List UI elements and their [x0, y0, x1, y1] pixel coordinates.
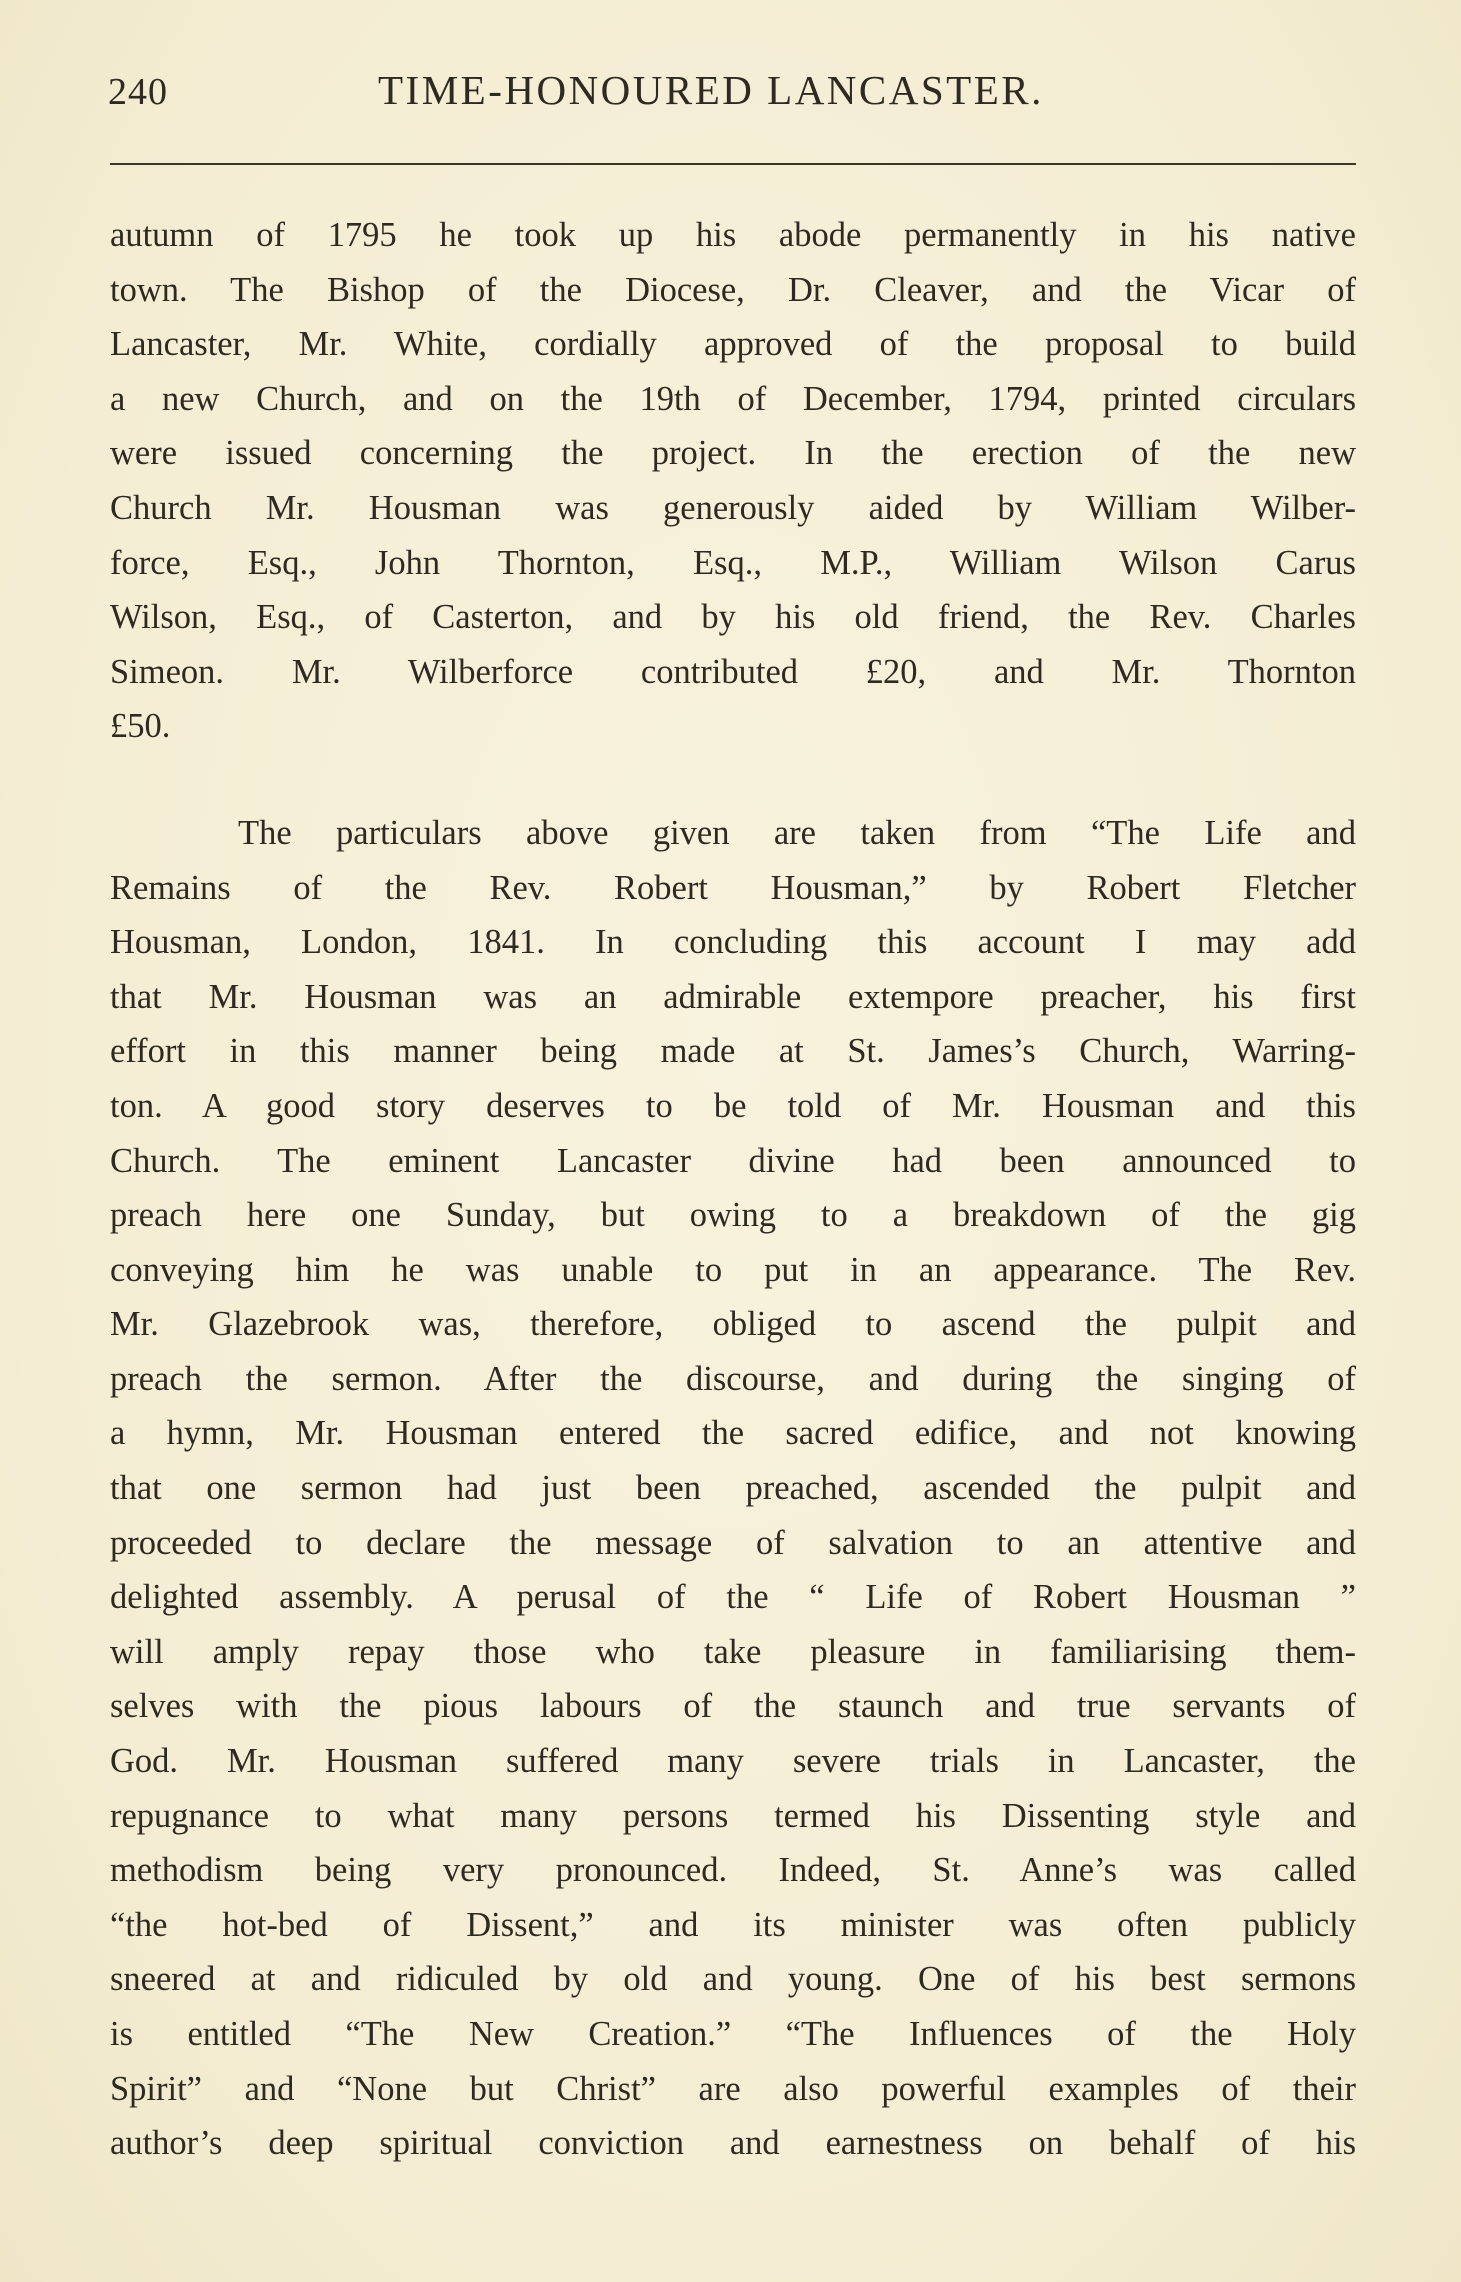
text-line: Wilson, Esq., of Casterton, and by his old friend, the Rev. Charles [110, 598, 1356, 637]
text-line: Lancaster, Mr. White, cordially approved of the proposal to build [110, 325, 1356, 364]
text-line: repugnance to what many persons termed his Dissenting style and [110, 1796, 1356, 1835]
text-line: a new Church, and on the 19th of December, 1794, printed circulars [110, 379, 1356, 418]
text-line: a hymn, Mr. Housman entered the sacred edifice, and not knowing [110, 1414, 1356, 1453]
text-line: Spirit” and “None but Christ” are also powerful examples of their [110, 2069, 1356, 2108]
text-line: that Mr. Housman was an admirable extempore preacher, his first [110, 977, 1356, 1016]
text-line: methodism being very pronounced. Indeed, St. Anne’s was called [110, 1851, 1356, 1890]
text-line: Simeon. Mr. Wilberforce contributed £20, and Mr. Thornton [110, 652, 1356, 691]
text-line: is entitled “The New Creation.” “The Influences of the Holy [110, 2015, 1356, 2053]
page-number: 240 [108, 71, 168, 113]
text-line: force, Esq., John Thornton, Esq., M.P., William Wilson Carus [110, 543, 1356, 582]
text-line: Church. The eminent Lancaster divine had been announced to [110, 1141, 1356, 1180]
running-title: TIME-HONOURED LANCASTER. [378, 67, 1044, 113]
text-line: that one sermon had just been preached, ascended the pulpit and [110, 1469, 1356, 1508]
text-line: £50. [110, 707, 171, 746]
text-line: Mr. Glazebrook was, therefore, obliged to ascend the pulpit and [110, 1305, 1356, 1344]
header-rule [110, 163, 1356, 165]
text-line: proceeded to declare the message of salvation to an attentive and [110, 1523, 1356, 1562]
text-line: preach here one Sunday, but owing to a breakdown of the gig [110, 1196, 1356, 1235]
text-line: were issued concerning the project. In the erection of the new [110, 434, 1356, 473]
text-line: will amply repay those who take pleasure in familiarising them- [110, 1632, 1356, 1671]
text-line: Remains of the Rev. Robert Housman,” by Robert Fletcher [110, 868, 1356, 907]
text-line: effort in this manner being made at St. James’s Church, Warring- [110, 1032, 1356, 1071]
paragraph-1 [110, 208, 1356, 754]
text-line: “the hot-bed of Dissent,” and its minister was often publicly [110, 1905, 1356, 1944]
text-line: conveying him he was unable to put in an appearance. The Rev. [110, 1250, 1356, 1289]
text-line: autumn of 1795 he took up his abode permanently in his native [110, 216, 1356, 254]
text-line: delighted assembly. A perusal of the “ Life of Robert Housman ” [110, 1578, 1356, 1617]
running-head [108, 62, 1358, 122]
text-line: sneered at and ridiculed by old and young. One of his best sermons [110, 1960, 1356, 1999]
text-line: selves with the pious labours of the staunch and true servants of [110, 1687, 1356, 1726]
text-line: town. The Bishop of the Diocese, Dr. Cleaver, and the Vicar of [110, 270, 1356, 309]
paragraph-2 [110, 806, 1356, 2171]
text-line: God. Mr. Housman suffered many severe trials in Lancaster, the [110, 1742, 1356, 1781]
text-line: author’s deep spiritual conviction and earnestness on behalf of his [110, 2124, 1356, 2163]
text-line: preach the sermon. After the discourse, and during the singing of [110, 1359, 1356, 1398]
body-text [110, 208, 1356, 2171]
text-line: The particulars above given are taken from “The Life and [238, 813, 1356, 852]
text-line: Church Mr. Housman was generously aided by William Wilber- [110, 488, 1356, 527]
text-line: Housman, London, 1841. In concluding this account I may add [110, 923, 1356, 962]
text-line: ton. A good story deserves to be told of Mr. Housman and this [110, 1086, 1356, 1125]
paragraph-gap [110, 754, 1356, 806]
